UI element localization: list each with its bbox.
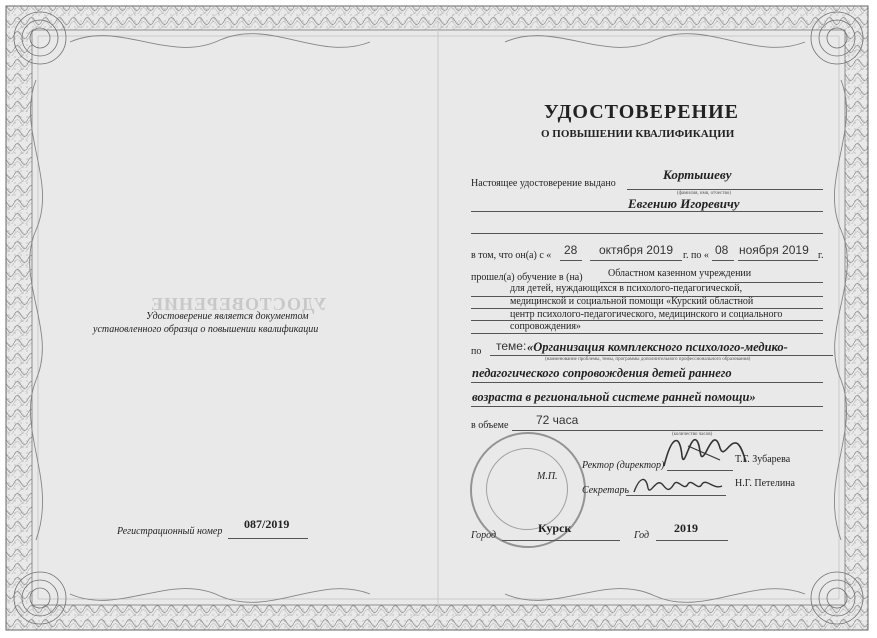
month-to-underline [738,260,818,261]
volume-label: в объеме [471,420,509,431]
name-hint: (фамилия, имя, отчество) [677,191,731,196]
topic-prefix: по [471,346,482,357]
rector-signature [660,426,750,476]
issued-label: Настоящее удостоверение выдано [471,178,616,189]
training-label: прошел(а) обучение в (на) [471,272,583,283]
faded-title: УДОСТОВЕРЕНИЕ [150,294,327,314]
secretary-name: Н.Г. Петелина [735,478,795,489]
org-line-1: Областном казенном учреждении [608,268,752,279]
day-to-underline [712,260,734,261]
g-end: г. [818,250,824,261]
blank-underline [471,233,823,234]
volume-hint: (количество часов) [672,432,713,437]
reg-underline [228,538,308,539]
note-line-1: Удостоверение является документом [146,311,309,322]
org-line-4: центр психолого-педагогического, медицинского и социального [510,309,783,320]
org-underline-5 [471,333,823,334]
year-underline [656,540,728,541]
topic-line-2: педагогического сопровождения детей раннего [472,366,732,380]
secretary-label: Секретарь [582,485,630,496]
topic-word: теме: [496,339,527,353]
mp-label: М.П. [537,471,558,482]
secretary-signature [630,470,725,500]
volume-value: 72 часа [536,413,579,427]
surname-underline [627,189,823,190]
city-value: Курск [538,521,572,535]
topic-underline-1 [490,355,833,356]
cert-title: УДОСТОВЕРЕНИЕ [544,101,739,123]
day-to: 08 [715,243,729,257]
org-line-5: сопровождения» [510,321,581,332]
period-prefix: в том, что он(а) с « [471,250,552,261]
topic-underline-3 [471,406,823,407]
month-from-underline [590,260,682,261]
day-from: 28 [564,243,578,257]
recipient-surname: Кортышеву [663,167,732,182]
note-line-2: установленного образца о повышении квалификации [93,324,319,335]
city-underline [502,540,620,541]
cert-subtitle: О ПОВЫШЕНИИ КВАЛИФИКАЦИИ [541,128,735,140]
rector-name: Т.Г. Зубарева [735,454,791,465]
reg-label: Регистрационный номер [117,526,223,537]
topic-line-3: возраста в региональной системе ранней помощи» [472,390,756,404]
topic-line-1: «Организация комплексного психолого-медико- [527,340,788,354]
org-line-2: для детей, нуждающихся в психолого-педагогической, [510,283,743,294]
org-line-3: медицинской и социальной помощи «Курский областной [510,296,754,307]
g-po: г. по « [683,250,709,261]
day-from-underline [560,260,582,261]
city-label: Город [471,530,497,541]
reg-number: 087/2019 [244,517,290,531]
given-names-underline [471,211,823,212]
year-label: Год [634,530,650,541]
topic-underline-2 [471,382,823,383]
month-year-from: октября 2019 [599,243,673,257]
rector-label: Ректор (директор) [582,460,665,471]
month-year-to: ноября 2019 [739,243,809,257]
year-value: 2019 [674,521,698,535]
stamp-inner-ring [486,448,568,530]
recipient-given-names: Евгению Игоревичу [628,196,740,211]
topic-hint: (наименование проблемы, темы, программы дополнительного профессионального образования) [545,357,751,362]
